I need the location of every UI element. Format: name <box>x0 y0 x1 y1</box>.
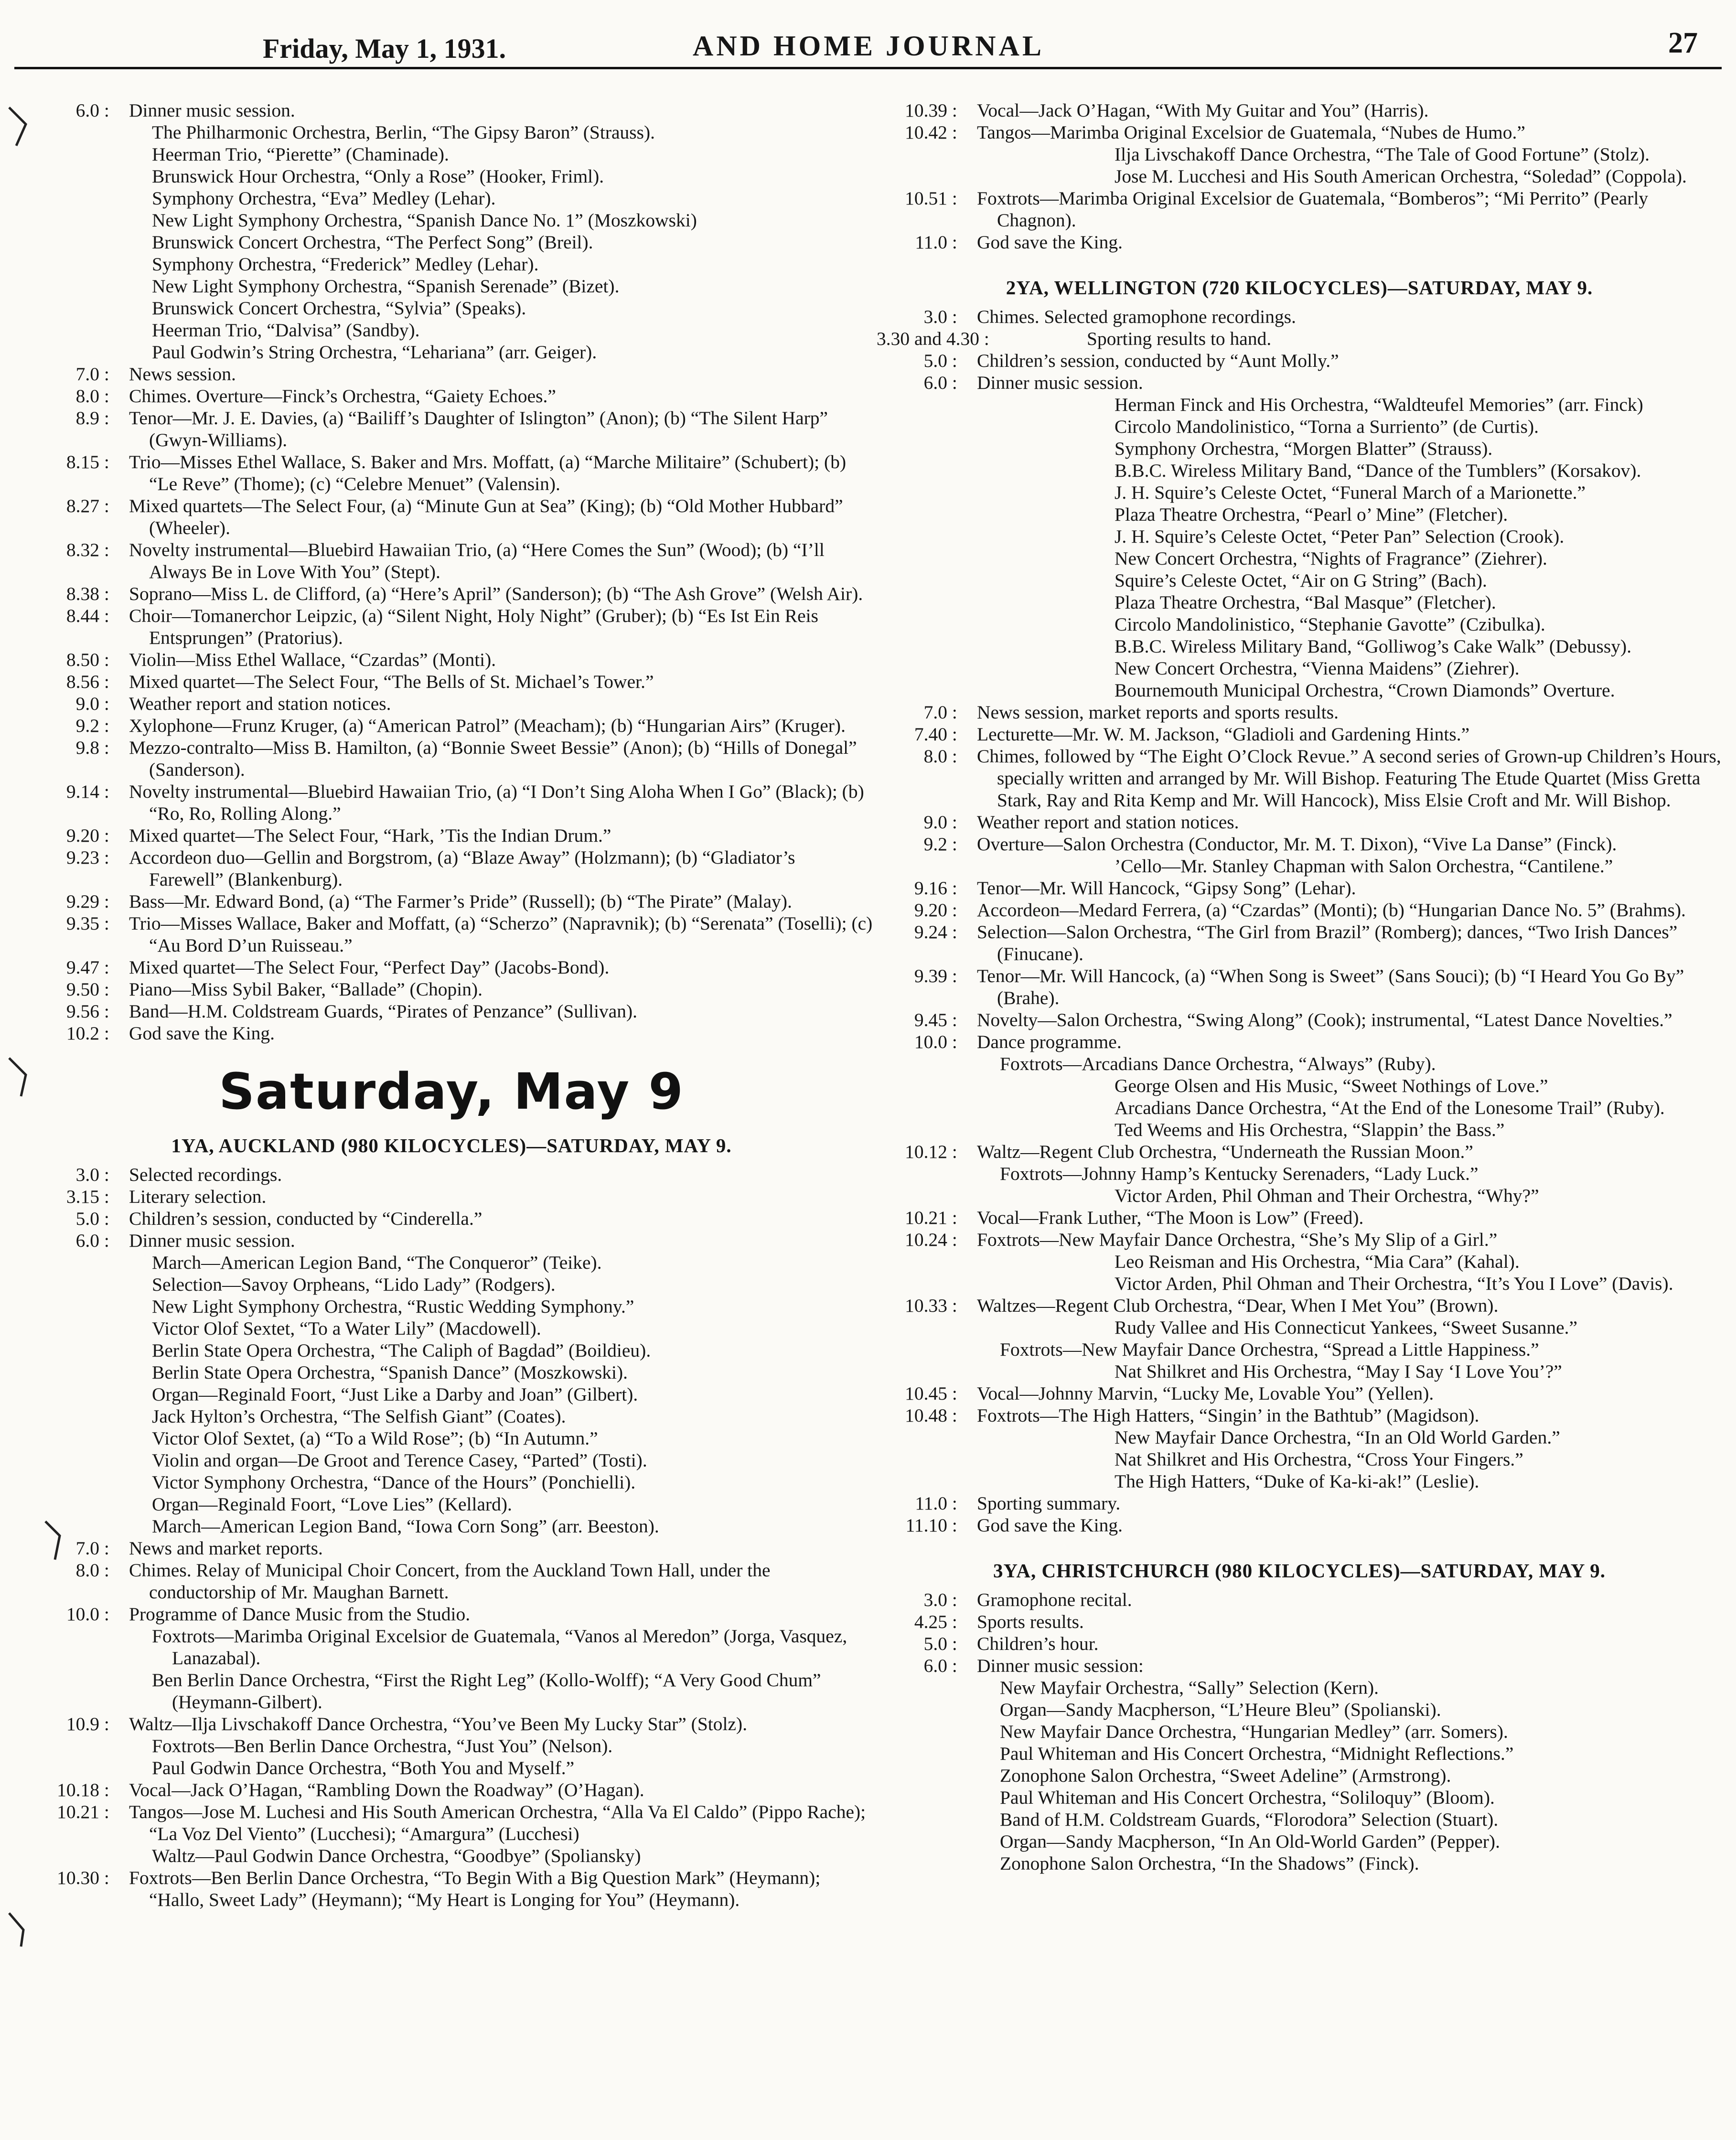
entry-line: The Philharmonic Orchestra, Berlin, “The Gipsy Baron” (Strauss). <box>152 122 655 143</box>
entry-time: 7.40 <box>914 724 947 745</box>
entry-line: Ben Berlin Dance Orchestra, “First the Right Leg” (Kollo-Wolff); “A Very Good Chum” (Heymann-Gilbert). <box>152 1669 821 1712</box>
entry-line: Tenor—Mr. J. E. Davies, (a) “Bailiff’s Daughter of Islington” (Anon); (b) “The Silent Harp” (Gwyn-Williams). <box>129 407 828 450</box>
entry-line: Paul Whiteman and His Concert Orchestra, “Soliloquy” (Bloom). <box>1000 1787 1495 1808</box>
day-title: Saturday, May 9 <box>219 1062 684 1121</box>
programme-entry: 9.20 : Accordeon—Medard Ferrera, (a) “Czardas” (Monti); (b) “Hungarian Dance No. 5” (Brahms). <box>877 899 1722 921</box>
entry-time: 9.35 <box>66 913 99 934</box>
entry-time: 9.2 <box>75 715 99 736</box>
left-column <box>29 99 874 1911</box>
entry-line: Weather report and station notices. <box>129 693 391 714</box>
programme-entry: 8.15 : Trio—Misses Ethel Wallace, S. Baker and Mrs. Moffatt, (a) “Marche Militaire” (Schubert); (b) “Le Reve” (Thome); (c) “Celebre Menuet” (Valensin). <box>29 451 874 495</box>
pencil-tick-mark <box>7 105 31 148</box>
entry-line: Mixed quartet—The Select Four, “The Bells of St. Michael’s Tower.” <box>129 671 654 692</box>
programme-entry: 9.20 : Mixed quartet—The Select Four, “Hark, ’Tis the Indian Drum.” <box>29 824 874 846</box>
auckland-continued-programme <box>877 99 1722 253</box>
entry-time: 11.0 <box>915 1493 947 1514</box>
entry-line: Vocal—Jack O’Hagan, “Rambling Down the Roadway” (O’Hagan). <box>129 1779 644 1800</box>
programme-entry: 8.0 : Chimes. Overture—Finck’s Orchestra, “Gaiety Echoes.” <box>29 385 874 407</box>
entry-time: 8.44 <box>66 605 99 626</box>
entry-line: Waltz—Paul Godwin Dance Orchestra, “Goodbye” (Spoliansky) <box>152 1845 641 1866</box>
entry-line: March—American Legion Band, “The Conqueror” (Teike). <box>152 1252 602 1273</box>
entry-line: News session, market reports and sports results. <box>977 702 1339 723</box>
right-column <box>877 99 1722 1874</box>
entry-time: 7.0 <box>923 702 947 723</box>
entry-line: Herman Finck and His Orchestra, “Waldteufel Memories” (arr. Finck) <box>1114 394 1643 415</box>
entry-time: 9.8 <box>75 737 99 758</box>
pencil-tick-mark <box>43 1519 67 1562</box>
entry-time: 9.20 <box>914 899 947 920</box>
entry-line: God save the King. <box>977 232 1123 253</box>
entry-line: Ted Weems and His Orchestra, “Slappin’ the Bass.” <box>1114 1119 1505 1140</box>
entry-line: Heerman Trio, “Pierette” (Chaminade). <box>152 144 449 165</box>
entry-time: 9.23 <box>66 847 99 868</box>
programme-entry: 5.0 : Children’s session, conducted by “Cinderella.” <box>29 1208 874 1230</box>
entry-line: Paul Whiteman and His Concert Orchestra, “Midnight Reflections.” <box>1000 1743 1514 1764</box>
programme-entry: 7.0 : News and market reports. <box>29 1537 874 1559</box>
entry-line: Programme of Dance Music from the Studio. <box>129 1604 471 1625</box>
entry-line: J. H. Squire’s Celeste Octet, “Peter Pan” Selection (Crook). <box>1114 526 1565 547</box>
entry-line: New Mayfair Dance Orchestra, “In an Old World Garden.” <box>1114 1427 1560 1448</box>
programme-entry: 3.15 : Literary selection. <box>29 1186 874 1208</box>
programme-entry: 10.21 : Vocal—Frank Luther, “The Moon is Low” (Freed). <box>877 1207 1722 1229</box>
entry-time: 9.39 <box>914 965 947 986</box>
entry-line: Literary selection. <box>129 1186 267 1207</box>
entry-line: Mixed quartets—The Select Four, (a) “Minute Gun at Sea” (King); (b) “Old Mother Hubbard” (Wheeler). <box>129 495 843 538</box>
entry-line: Waltz—Regent Club Orchestra, “Underneath the Russian Moon.” <box>977 1141 1473 1162</box>
programme-entry: 9.29 : Bass—Mr. Edward Bond, (a) “The Farmer’s Pride” (Russell); (b) “The Pirate” (Malay). <box>29 890 874 912</box>
entry-line: New Concert Orchestra, “Vienna Maidens” (Ziehrer). <box>1114 658 1520 679</box>
programme-entry: 8.38 : Soprano—Miss L. de Clifford, (a) “Here’s April” (Sanderson); (b) “The Ash Grove” (Welsh Air). <box>29 583 874 605</box>
journal-title: AND HOME JOURNAL <box>693 30 1044 62</box>
programme-entry: 10.0 : Programme of Dance Music from the Studio. Foxtrots—Marimba Original Excelsior de Guatemala, “Vanos al Meredon” (Jorga, Vasquez, Lanazabal). Ben Berlin Dance Orchestra, “First the Right Leg” (Kollo-Wolff); “A Very Good Chum” (Heymann-Gilbert). <box>29 1603 874 1713</box>
programme-entry: 10.18 : Vocal—Jack O’Hagan, “Rambling Down the Roadway” (O’Hagan). <box>29 1779 874 1801</box>
entry-time: 10.2 <box>66 1023 99 1044</box>
programme-entry: 9.0 : Weather report and station notices. <box>877 811 1722 833</box>
entry-line: Circolo Mandolinistico, “Torna a Surriento” (de Curtis). <box>1114 416 1539 437</box>
entry-line: Victor Olof Sextet, “To a Water Lily” (Macdowell). <box>152 1318 541 1339</box>
entry-line: Nat Shilkret and His Orchestra, “May I Say ‘I Love You’?” <box>1114 1361 1562 1382</box>
programme-entry: 8.32 : Novelty instrumental—Bluebird Hawaiian Trio, (a) “Here Comes the Sun” (Wood); (b) “I’ll Always Be in Love With You” (Stept). <box>29 539 874 583</box>
entry-time: 5.0 <box>923 350 947 371</box>
entry-line: Selected recordings. <box>129 1164 282 1185</box>
entry-time: 7.0 <box>75 1538 99 1559</box>
programme-entry: 3.0 : Chimes. Selected gramophone recordings. <box>877 306 1722 328</box>
entry-line: B.B.C. Wireless Military Band, “Golliwog’s Cake Walk” (Debussy). <box>1114 636 1632 657</box>
entry-time: 8.0 <box>75 1560 99 1581</box>
entry-time: 7.0 <box>75 364 99 385</box>
entry-time: 10.18 <box>57 1779 99 1800</box>
entry-time: 8.50 <box>66 649 99 670</box>
programme-entry: 9.39 : Tenor—Mr. Will Hancock, (a) “When Song is Sweet” (Sans Souci); (b) “I Heard You Go By” (Brahe). <box>877 965 1722 1009</box>
entry-line: Arcadians Dance Orchestra, “At the End of the Lonesome Trail” (Ruby). <box>1114 1097 1665 1118</box>
entry-line: Foxtrots—Ben Berlin Dance Orchestra, “Just You” (Nelson). <box>152 1735 613 1756</box>
entry-time: 6.0 <box>75 100 99 121</box>
programme-entry: 9.16 : Tenor—Mr. Will Hancock, “Gipsy Song” (Lehar). <box>877 877 1722 899</box>
entry-line: Foxtrots—The High Hatters, “Singin’ in the Bathtub” (Magidson). <box>977 1405 1479 1426</box>
programme-entry: 8.0 : Chimes, followed by “The Eight O’Clock Revue.” A second series of Grown-up Children’s Hours, specially written and arranged by Mr. Will Bishop. Featuring The Etude Quartet (Miss Gretta Stark, Ray and Rita Kemp and Mr. Will Hancock), Miss Elsie Croft and Mr. Will Bishop. <box>877 745 1722 811</box>
programme-entry: 10.33 : Waltzes—Regent Club Orchestra, “Dear, When I Met You” (Brown). Rudy Vallee and His Connecticut Yankees, “Sweet Susanne.” Foxtrots—New Mayfair Dance Orchestra, “Spread a Little Happiness.” Nat Shilkret and His Orchestra, “May I Say ‘I Love You’?” <box>877 1295 1722 1382</box>
entry-time: 3.0 <box>923 306 947 327</box>
programme-entry: 9.2 : Overture—Salon Orchestra (Conductor, Mr. M. T. Dixon), “Vive La Danse” (Finck). ’Cello—Mr. Stanley Chapman with Salon Orchestra, “Cantilene.” <box>877 833 1722 877</box>
programme-entry: 7.0 : News session, market reports and sports results. <box>877 701 1722 723</box>
entry-time: 9.20 <box>66 825 99 846</box>
entry-line: Foxtrots—Marimba Original Excelsior de Guatemala, “Bomberos”; “Mi Perrito” (Pearly Chagnon). <box>977 188 1649 231</box>
auckland-programme <box>29 1164 874 1911</box>
entry-line: Violin and organ—De Groot and Terence Casey, “Parted” (Tosti). <box>152 1450 647 1471</box>
entry-time: 10.30 <box>57 1867 99 1888</box>
entry-time: 8.38 <box>66 583 99 604</box>
entry-line: Nat Shilkret and His Orchestra, “Cross Your Fingers.” <box>1114 1449 1523 1470</box>
entry-time: 5.0 <box>923 1633 947 1654</box>
entry-line: Foxtrots—Johnny Hamp’s Kentucky Serenaders, “Lady Luck.” <box>1000 1163 1479 1184</box>
programme-entry: 3.0 : Gramophone recital. <box>877 1589 1722 1611</box>
entry-time: 10.12 <box>905 1141 947 1162</box>
entry-line: Accordeon—Medard Ferrera, (a) “Czardas” (Monti); (b) “Hungarian Dance No. 5” (Brahms). <box>977 899 1686 920</box>
entry-line: Novelty instrumental—Bluebird Hawaiian Trio, (a) “I Don’t Sing Aloha When I Go” (Black); (b) “Ro, Ro, Rolling Along.” <box>129 781 864 824</box>
entry-time: 9.29 <box>66 891 99 912</box>
entry-time: 6.0 <box>923 372 947 393</box>
entry-line: Vocal—Frank Luther, “The Moon is Low” (Freed). <box>977 1207 1364 1228</box>
entry-line: Foxtrots—New Mayfair Dance Orchestra, “Spread a Little Happiness.” <box>1000 1339 1539 1360</box>
entry-line: Tangos—Jose M. Luchesi and His South American Orchestra, “Alla Va El Caldo” (Pippo Rache); “La Voz Del Viento” (Lucchesi); “Amargura” (Lucchesi) <box>129 1801 866 1844</box>
entry-time: 9.47 <box>66 957 99 978</box>
entry-line: Novelty—Salon Orchestra, “Swing Along” (Cook); instrumental, “Latest Dance Novelties.” <box>977 1009 1672 1030</box>
entry-line: Bournemouth Municipal Orchestra, “Crown Diamonds” Overture. <box>1114 680 1615 701</box>
programme-entry: 8.27 : Mixed quartets—The Select Four, (a) “Minute Gun at Sea” (King); (b) “Old Mother Hubbard” (Wheeler). <box>29 495 874 539</box>
entry-time: 4.25 <box>914 1611 947 1632</box>
entry-line: Symphony Orchestra, “Frederick” Medley (Lehar). <box>152 254 539 275</box>
entry-time: 10.24 <box>905 1229 947 1250</box>
programme-entry: 9.47 : Mixed quartet—The Select Four, “Perfect Day” (Jacobs-Bond). <box>29 956 874 978</box>
entry-time: 10.42 <box>905 122 947 143</box>
entry-line: Zonophone Salon Orchestra, “Sweet Adeline” (Armstrong). <box>1000 1765 1451 1786</box>
entry-line: New Concert Orchestra, “Nights of Fragrance” (Ziehrer). <box>1114 548 1547 569</box>
entry-line: Sporting summary. <box>977 1493 1121 1514</box>
entry-time: 6.0 <box>75 1230 99 1251</box>
programme-entry: 9.45 : Novelty—Salon Orchestra, “Swing Along” (Cook); instrumental, “Latest Dance Novelties.” <box>877 1009 1722 1031</box>
entry-time: 10.21 <box>57 1801 99 1822</box>
programme-entry: 9.8 : Mezzo-contralto—Miss B. Hamilton, (a) “Bonnie Sweet Bessie” (Anon); (b) “Hills of Donegal” (Sanderson). <box>29 737 874 781</box>
entry-line: J. H. Squire’s Celeste Octet, “Funeral March of a Marionette.” <box>1114 482 1586 503</box>
wellington-programme <box>877 306 1722 1536</box>
entry-time: 10.0 <box>914 1031 947 1052</box>
programme-entry: 9.2 : Xylophone—Frunz Kruger, (a) “American Patrol” (Meacham); (b) “Hungarian Airs” (Kruger). <box>29 715 874 737</box>
entry-line: Tenor—Mr. Will Hancock, “Gipsy Song” (Lehar). <box>977 877 1356 899</box>
programme-entry: 10.39 : Vocal—Jack O’Hagan, “With My Guitar and You” (Harris). <box>877 99 1722 121</box>
entry-line: Zonophone Salon Orchestra, “In the Shadows” (Finck). <box>1000 1853 1419 1874</box>
programme-entry: 5.0 : Children’s session, conducted by “Aunt Molly.” <box>877 350 1722 372</box>
entry-line: Symphony Orchestra, “Morgen Blatter” (Strauss). <box>1114 438 1493 459</box>
programme-entry: 11.10 : God save the King. <box>877 1514 1722 1536</box>
entry-line: Victor Olof Sextet, (a) “To a Wild Rose”; (b) “In Autumn.” <box>152 1428 598 1449</box>
programme-entry: 11.0 : God save the King. <box>877 231 1722 253</box>
entry-line: Organ—Sandy Macpherson, “In An Old-World Garden” (Pepper). <box>1000 1831 1500 1852</box>
entry-time: 3.30 and 4.30 <box>877 328 980 349</box>
station-title-wellington: 2YA, WELLINGTON (720 KILOCYCLES)—SATURDAY, MAY 9. <box>1006 277 1593 299</box>
programme-entry: 9.56 : Band—H.M. Coldstream Guards, “Pirates of Penzance” (Sullivan). <box>29 1000 874 1022</box>
entry-line: Dinner music session. <box>129 100 295 121</box>
programme-entry: 10.51 : Foxtrots—Marimba Original Excelsior de Guatemala, “Bomberos”; “Mi Perrito” (Pearly Chagnon). <box>877 187 1722 231</box>
entry-line: Symphony Orchestra, “Eva” Medley (Lehar). <box>152 188 496 209</box>
programme-entry: 6.0 : Dinner music session. Herman Finck and His Orchestra, “Waldteufel Memories” (arr. Finck) Circolo Mandolinistico, “Torna a Surriento” (de Curtis). Symphony Orchestra, “Morgen Blatter” (Strauss). B.B.C. Wireless Military Band, “Dance of the Tumblers” (Korsakov). J. H. Squire’s Celeste Octet, “Funeral March of a Marionette.” Plaza Theatre Orchestra, “Pearl o’ Mine” (Fletcher). J. H. Squire’s Celeste Octet, “Peter Pan” Selection (Crook). New Concert Orchestra, “Nights of Fragrance” (Ziehrer). Squire’s Celeste Octet, “Air on G String” (Bach). Plaza Theatre Orchestra, “Bal Masque” (Fletcher). Circolo Mandolinistico, “Stephanie Gavotte” (Czibulka). B.B.C. Wireless Military Band, “Golliwog’s Cake Walk” (Debussy). New Concert Orchestra, “Vienna Maidens” (Ziehrer). Bournemouth Municipal Orchestra, “Crown Diamonds” Overture. <box>877 372 1722 701</box>
entry-line: Mezzo-contralto—Miss B. Hamilton, (a) “Bonnie Sweet Bessie” (Anon); (b) “Hills of Donegal” (Sanderson). <box>129 737 857 780</box>
entry-time: 10.33 <box>905 1295 947 1316</box>
entry-line: Trio—Misses Wallace, Baker and Moffatt, (a) “Scherzo” (Napravnik); (b) “Serenata” (Toselli); (c) “Au Bord D’un Ruisseau.” <box>129 913 873 956</box>
entry-line: Mixed quartet—The Select Four, “Perfect Day” (Jacobs-Bond). <box>129 957 610 978</box>
entry-line: Tenor—Mr. Will Hancock, (a) “When Song is Sweet” (Sans Souci); (b) “I Heard You Go By” (Brahe). <box>977 965 1684 1008</box>
entry-line: Soprano—Miss L. de Clifford, (a) “Here’s April” (Sanderson); (b) “The Ash Grove” (Welsh Air). <box>129 583 863 604</box>
programme-entry: 9.0 : Weather report and station notices. <box>29 693 874 715</box>
entry-line: Victor Arden, Phil Ohman and Their Orchestra, “It’s You I Love” (Davis). <box>1114 1273 1673 1294</box>
entry-line: Piano—Miss Sybil Baker, “Ballade” (Chopin). <box>129 979 483 1000</box>
entry-line: Tangos—Marimba Original Excelsior de Guatemala, “Nubes de Humo.” <box>977 122 1525 143</box>
entry-time: 8.0 <box>923 746 947 767</box>
entry-line: Selection—Salon Orchestra, “The Girl from Brazil” (Romberg); dances, “Two Irish Dances” (Finucane). <box>977 921 1678 964</box>
entry-line: ’Cello—Mr. Stanley Chapman with Salon Orchestra, “Cantilene.” <box>1114 856 1613 877</box>
programme-entry: 6.0 : Dinner music session: New Mayfair Orchestra, “Sally” Selection (Kern). Organ—Sandy Macpherson, “L’Heure Bleu” (Spolianski). New Mayfair Dance Orchestra, “Hungarian Medley” (arr. Somers). Paul Whiteman and His Concert Orchestra, “Midnight Reflections.” Zonophone Salon Orchestra, “Sweet Adeline” (Armstrong). Paul Whiteman and His Concert Orchestra, “Soliloquy” (Bloom). Band of H.M. Coldstream Guards, “Florodora” Selection (Stuart). Organ—Sandy Macpherson, “In An Old-World Garden” (Pepper). Zonophone Salon Orchestra, “In the Shadows” (Finck). <box>877 1655 1722 1874</box>
programme-entry: 11.0 : Sporting summary. <box>877 1492 1722 1514</box>
entry-time: 8.0 <box>75 385 99 407</box>
entry-line: News and market reports. <box>129 1538 323 1559</box>
programme-entry: 10.21 : Tangos—Jose M. Luchesi and His South American Orchestra, “Alla Va El Caldo” (Pippo Rache); “La Voz Del Viento” (Lucchesi); “Amargura” (Lucchesi) Waltz—Paul Godwin Dance Orchestra, “Goodbye” (Spoliansky) <box>29 1801 874 1867</box>
entry-line: Paul Godwin’s String Orchestra, “Lehariana” (arr. Geiger). <box>152 342 597 363</box>
entry-time: 8.32 <box>66 539 99 560</box>
programme-entry: 10.0 : Dance programme. Foxtrots—Arcadians Dance Orchestra, “Always” (Ruby). George Olsen and His Music, “Sweet Nothings of Love.” Arcadians Dance Orchestra, “At the End of the Lonesome Trail” (Ruby). Ted Weems and His Orchestra, “Slappin’ the Bass.” <box>877 1031 1722 1141</box>
entry-line: Foxtrots—Marimba Original Excelsior de Guatemala, “Vanos al Meredon” (Jorga, Vasquez, Lanazabal). <box>152 1626 847 1669</box>
entry-line: Organ—Sandy Macpherson, “L’Heure Bleu” (Spolianski). <box>1000 1699 1441 1720</box>
entry-time: 3.0 <box>75 1164 99 1185</box>
entry-line: Heerman Trio, “Dalvisa” (Sandby). <box>152 320 420 341</box>
entry-line: Band—H.M. Coldstream Guards, “Pirates of Penzance” (Sullivan). <box>129 1001 638 1022</box>
entry-line: Chimes. Relay of Municipal Choir Concert, from the Auckland Town Hall, under the conductorship of Mr. Maughan Barnett. <box>129 1560 771 1603</box>
entry-line: Jack Hylton’s Orchestra, “The Selfish Giant” (Coates). <box>152 1406 566 1427</box>
programme-entry: 10.30 : Foxtrots—Ben Berlin Dance Orchestra, “To Begin With a Big Question Mark” (Heymann); “Hallo, Sweet Lady” (Heymann); “My Heart is Longing for You” (Heymann). <box>29 1867 874 1911</box>
entry-line: Dinner music session. <box>129 1230 295 1251</box>
programme-entry: 9.24 : Selection—Salon Orchestra, “The Girl from Brazil” (Romberg); dances, “Two Irish Dances” (Finucane). <box>877 921 1722 965</box>
entry-time: 6.0 <box>923 1655 947 1676</box>
entry-line: New Mayfair Orchestra, “Sally” Selection (Kern). <box>1000 1677 1379 1698</box>
entry-line: Plaza Theatre Orchestra, “Bal Masque” (Fletcher). <box>1114 592 1496 613</box>
entry-line: Mixed quartet—The Select Four, “Hark, ’Tis the Indian Drum.” <box>129 825 611 846</box>
entry-time: 9.50 <box>66 979 99 1000</box>
entry-line: Circolo Mandolinistico, “Stephanie Gavotte” (Czibulka). <box>1114 614 1545 635</box>
programme-entry: 8.44 : Choir—Tomanerchor Leipzic, (a) “Silent Night, Holy Night” (Gruber); (b) “Es Ist Ein Reis Entsprungen” (Pratorius). <box>29 605 874 649</box>
entry-time: 10.51 <box>905 188 947 209</box>
entry-time: 11.0 <box>915 232 947 253</box>
entry-line: Dinner music session: <box>977 1655 1144 1676</box>
programme-entry: 10.42 : Tangos—Marimba Original Excelsior de Guatemala, “Nubes de Humo.” Ilja Livschakoff Dance Orchestra, “The Tale of Good Fortune” (Stolz). Jose M. Lucchesi and His South American Orchestra, “Soledad” (Coppola). <box>877 121 1722 187</box>
entry-line: Children’s hour. <box>977 1633 1099 1654</box>
entry-line: Waltzes—Regent Club Orchestra, “Dear, When I Met You” (Brown). <box>977 1295 1499 1316</box>
entry-line: Choir—Tomanerchor Leipzic, (a) “Silent Night, Holy Night” (Gruber); (b) “Es Ist Ein Reis Entsprungen” (Pratorius). <box>129 605 818 648</box>
entry-line: God save the King. <box>977 1515 1123 1536</box>
programme-entry: 10.12 : Waltz—Regent Club Orchestra, “Underneath the Russian Moon.” Foxtrots—Johnny Hamp’s Kentucky Serenaders, “Lady Luck.” Victor Arden, Phil Ohman and Their Orchestra, “Why?” <box>877 1141 1722 1207</box>
entry-line: New Light Symphony Orchestra, “Spanish Dance No. 1” (Moszkowski) <box>152 210 697 231</box>
entry-line: Berlin State Opera Orchestra, “The Caliph of Bagdad” (Boildieu). <box>152 1340 651 1361</box>
programme-entry: 5.0 : Children’s hour. <box>877 1633 1722 1655</box>
entry-line: New Light Symphony Orchestra, “Rustic Wedding Symphony.” <box>152 1296 634 1317</box>
entry-line: Waltz—Ilja Livschakoff Dance Orchestra, “You’ve Been My Lucky Star” (Stolz). <box>129 1713 748 1734</box>
entry-line: Berlin State Opera Orchestra, “Spanish Dance” (Moszkowski). <box>152 1362 628 1383</box>
entry-line: Children’s session, conducted by “Cinderella.” <box>129 1208 482 1229</box>
station-title-auckland: 1YA, AUCKLAND (980 KILOCYCLES)—SATURDAY, MAY 9. <box>171 1134 732 1156</box>
programme-entry: 10.2 : God save the King. <box>29 1022 874 1044</box>
programme-entry: 10.48 : Foxtrots—The High Hatters, “Singin’ in the Bathtub” (Magidson). New Mayfair Dance Orchestra, “In an Old World Garden.” Nat Shilkret and His Orchestra, “Cross Your Fingers.” The High Hatters, “Duke of Ka-ki-ak!” (Leslie). <box>877 1404 1722 1492</box>
entry-line: Weather report and station notices. <box>977 812 1239 833</box>
entry-line: Trio—Misses Ethel Wallace, S. Baker and Mrs. Moffatt, (a) “Marche Militaire” (Schubert); (b) “Le Reve” (Thome); (c) “Celebre Menuet” (Valensin). <box>129 451 847 494</box>
entry-line: Dance programme. <box>977 1031 1122 1052</box>
entry-line: Gramophone recital. <box>977 1589 1132 1610</box>
entry-time: 9.45 <box>914 1009 947 1030</box>
programme-entry: 8.56 : Mixed quartet—The Select Four, “The Bells of St. Michael’s Tower.” <box>29 671 874 693</box>
entry-line: Ilja Livschakoff Dance Orchestra, “The Tale of Good Fortune” (Stolz). <box>1114 144 1650 165</box>
entry-line: Chimes. Overture—Finck’s Orchestra, “Gaiety Echoes.” <box>129 385 556 407</box>
entry-line: Vocal—Jack O’Hagan, “With My Guitar and You” (Harris). <box>977 100 1429 121</box>
entry-line: Xylophone—Frunz Kruger, (a) “American Patrol” (Meacham); (b) “Hungarian Airs” (Kruger). <box>129 715 846 736</box>
entry-line: Victor Symphony Orchestra, “Dance of the Hours” (Ponchielli). <box>152 1472 636 1493</box>
entry-time: 3.0 <box>923 1589 947 1610</box>
entry-time: 8.9 <box>75 407 99 428</box>
friday-programme <box>29 99 874 1044</box>
station-title-christchurch: 3YA, CHRISTCHURCH (980 KILOCYCLES)—SATURDAY, MAY 9. <box>993 1560 1606 1582</box>
entry-line: Bass—Mr. Edward Bond, (a) “The Farmer’s Pride” (Russell); (b) “The Pirate” (Malay). <box>129 891 792 912</box>
page-header <box>14 19 1722 69</box>
entry-line: Selection—Savoy Orpheans, “Lido Lady” (Rodgers). <box>152 1274 556 1295</box>
entry-time: 10.48 <box>905 1405 947 1426</box>
entry-line: Chimes, followed by “The Eight O’Clock Revue.” A second series of Grown-up Children’s Hours, specially written and arranged by Mr. Will Bishop. Featuring The Etude Quartet (Miss Gretta Stark, Ray and Rita Kemp and Mr. Will Hancock), Miss Elsie Croft and Mr. Will Bishop. <box>977 746 1721 811</box>
entry-line: God save the King. <box>129 1023 275 1044</box>
entry-line: Sports results. <box>977 1611 1084 1632</box>
entry-line: Children’s session, conducted by “Aunt Molly.” <box>977 350 1339 371</box>
entry-line: Jose M. Lucchesi and His South American Orchestra, “Soledad” (Coppola). <box>1114 166 1687 187</box>
entry-time: 8.56 <box>66 671 99 692</box>
entry-time: 10.9 <box>66 1713 99 1734</box>
programme-entry: 10.24 : Foxtrots—New Mayfair Dance Orchestra, “She’s My Slip of a Girl.” Leo Reisman and His Orchestra, “Mia Cara” (Kahal). Victor Arden, Phil Ohman and Their Orchestra, “It’s You I Love” (Davis). <box>877 1229 1722 1295</box>
entry-line: Foxtrots—Ben Berlin Dance Orchestra, “To Begin With a Big Question Mark” (Heymann); “Hallo, Sweet Lady” (Heymann); “My Heart is Longing for You” (Heymann). <box>129 1867 821 1910</box>
entry-line: Foxtrots—New Mayfair Dance Orchestra, “She’s My Slip of a Girl.” <box>977 1229 1498 1250</box>
entry-time: 9.16 <box>914 877 947 899</box>
programme-entry: 8.50 : Violin—Miss Ethel Wallace, “Czardas” (Monti). <box>29 649 874 671</box>
entry-line: Band of H.M. Coldstream Guards, “Florodora” Selection (Stuart). <box>1000 1809 1499 1830</box>
entry-time: 9.24 <box>914 921 947 942</box>
entry-time: 8.15 <box>66 451 99 472</box>
entry-line: Brunswick Hour Orchestra, “Only a Rose” (Hooker, Friml). <box>152 166 604 187</box>
programme-entry: 10.45 : Vocal—Johnny Marvin, “Lucky Me, Lovable You” (Yellen). <box>877 1382 1722 1404</box>
entry-time: 10.21 <box>905 1207 947 1228</box>
programme-entry: 9.50 : Piano—Miss Sybil Baker, “Ballade” (Chopin). <box>29 978 874 1000</box>
entry-line: Victor Arden, Phil Ohman and Their Orchestra, “Why?” <box>1114 1185 1539 1206</box>
programme-entry: 10.9 : Waltz—Ilja Livschakoff Dance Orchestra, “You’ve Been My Lucky Star” (Stolz). Foxtrots—Ben Berlin Dance Orchestra, “Just You” (Nelson). Paul Godwin Dance Orchestra, “Both You and Myself.” <box>29 1713 874 1779</box>
pencil-tick-mark <box>7 1911 31 1949</box>
programme-entry: 9.35 : Trio—Misses Wallace, Baker and Moffatt, (a) “Scherzo” (Napravnik); (b) “Serenata” (Toselli); (c) “Au Bord D’un Ruisseau.” <box>29 912 874 956</box>
programme-entry: 6.0 : Dinner music session. The Philharmonic Orchestra, Berlin, “The Gipsy Baron” (Strauss). Heerman Trio, “Pierette” (Chaminade). Brunswick Hour Orchestra, “Only a Rose” (Hooker, Friml). Symphony Orchestra, “Eva” Medley (Lehar). New Light Symphony Orchestra, “Spanish Dance No. 1” (Moszkowski) Brunswick Concert Orchestra, “The Perfect Song” (Breil). Symphony Orchestra, “Frederick” Medley (Lehar). New Light Symphony Orchestra, “Spanish Serenade” (Bizet). Brunswick Concert Orchestra, “Sylvia” (Speaks). Heerman Trio, “Dalvisa” (Sandby). Paul Godwin’s String Orchestra, “Lehariana” (arr. Geiger). <box>29 99 874 363</box>
entry-time: 10.45 <box>905 1383 947 1404</box>
programme-entry: 9.23 : Accordeon duo—Gellin and Borgstrom, (a) “Blaze Away” (Holzmann); (b) “Gladiator’s Farewell” (Blankenburg). <box>29 846 874 890</box>
entry-line: Sporting results to hand. <box>1087 328 1272 349</box>
entry-time: 8.27 <box>66 495 99 516</box>
issue-date: Friday, May 1, 1931. <box>263 33 506 64</box>
programme-entry: 3.30 and 4.30 : Sporting results to hand. <box>877 328 1722 350</box>
entry-time: 9.0 <box>923 812 947 833</box>
entry-time: 10.39 <box>905 100 947 121</box>
entry-line: New Mayfair Dance Orchestra, “Hungarian Medley” (arr. Somers). <box>1000 1721 1508 1742</box>
entry-time: 9.14 <box>66 781 99 802</box>
programme-entry: 3.0 : Selected recordings. <box>29 1164 874 1186</box>
christchurch-programme <box>877 1589 1722 1874</box>
entry-time: 10.0 <box>66 1604 99 1625</box>
programme-entry: 4.25 : Sports results. <box>877 1611 1722 1633</box>
entry-line: March—American Legion Band, “Iowa Corn Song” (arr. Beeston). <box>152 1516 659 1537</box>
entry-line: News session. <box>129 364 236 385</box>
programme-entry: 9.14 : Novelty instrumental—Bluebird Hawaiian Trio, (a) “I Don’t Sing Aloha When I Go” (Black); (b) “Ro, Ro, Rolling Along.” <box>29 781 874 824</box>
entry-line: Plaza Theatre Orchestra, “Pearl o’ Mine” (Fletcher). <box>1114 504 1508 525</box>
entry-line: Organ—Reginald Foort, “Love Lies” (Kellard). <box>152 1494 512 1515</box>
entry-line: Brunswick Concert Orchestra, “Sylvia” (Speaks). <box>152 298 526 319</box>
entry-line: Novelty instrumental—Bluebird Hawaiian Trio, (a) “Here Comes the Sun” (Wood); (b) “I’ll Always Be in Love With You” (Stept). <box>129 539 825 582</box>
entry-line: B.B.C. Wireless Military Band, “Dance of the Tumblers” (Korsakov). <box>1114 460 1641 481</box>
entry-line: Paul Godwin Dance Orchestra, “Both You and Myself.” <box>152 1757 575 1778</box>
entry-line: George Olsen and His Music, “Sweet Nothings of Love.” <box>1114 1075 1548 1096</box>
entry-time: 9.0 <box>75 693 99 714</box>
entry-line: Squire’s Celeste Octet, “Air on G String” (Bach). <box>1114 570 1487 591</box>
entry-line: Vocal—Johnny Marvin, “Lucky Me, Lovable You” (Yellen). <box>977 1383 1434 1404</box>
entry-line: Violin—Miss Ethel Wallace, “Czardas” (Monti). <box>129 649 496 670</box>
entry-time: 9.2 <box>923 834 947 855</box>
entry-line: Organ—Reginald Foort, “Just Like a Darby and Joan” (Gilbert). <box>152 1384 638 1405</box>
entry-time: 11.10 <box>905 1515 947 1536</box>
entry-line: Dinner music session. <box>977 372 1143 393</box>
entry-line: Brunswick Concert Orchestra, “The Perfect Song” (Breil). <box>152 232 593 253</box>
entry-time: 5.0 <box>75 1208 99 1229</box>
pencil-tick-mark <box>7 1056 31 1099</box>
programme-entry: 7.40 : Lecturette—Mr. W. M. Jackson, “Gladioli and Gardening Hints.” <box>877 723 1722 745</box>
entry-line: Foxtrots—Arcadians Dance Orchestra, “Always” (Ruby). <box>1000 1053 1436 1074</box>
programme-entry: 7.0 : News session. <box>29 363 874 385</box>
entry-line: Chimes. Selected gramophone recordings. <box>977 306 1297 327</box>
programme-entry: 8.0 : Chimes. Relay of Municipal Choir Concert, from the Auckland Town Hall, under the conductorship of Mr. Maughan Barnett. <box>29 1559 874 1603</box>
entry-line: Leo Reisman and His Orchestra, “Mia Cara” (Kahal). <box>1114 1251 1520 1272</box>
entry-line: New Light Symphony Orchestra, “Spanish Serenade” (Bizet). <box>152 276 620 297</box>
entry-line: Rudy Vallee and His Connecticut Yankees, “Sweet Susanne.” <box>1114 1317 1578 1338</box>
programme-entry: 6.0 : Dinner music session. March—American Legion Band, “The Conqueror” (Teike). Selection—Savoy Orpheans, “Lido Lady” (Rodgers). New Light Symphony Orchestra, “Rustic Wedding Symphony.” Victor Olof Sextet, “To a Water Lily” (Macdowell). Berlin State Opera Orchestra, “The Caliph of Bagdad” (Boildieu). Berlin State Opera Orchestra, “Spanish Dance” (Moszkowski). Organ—Reginald Foort, “Just Like a Darby and Joan” (Gilbert). Jack Hylton’s Orchestra, “The Selfish Giant” (Coates). Victor Olof Sextet, (a) “To a Wild Rose”; (b) “In Autumn.” Violin and organ—De Groot and Terence Casey, “Parted” (Tosti). Victor Symphony Orchestra, “Dance of the Hours” (Ponchielli). Organ—Reginald Foort, “Love Lies” (Kellard). March—American Legion Band, “Iowa Corn Song” (arr. Beeston). <box>29 1230 874 1537</box>
entry-line: Accordeon duo—Gellin and Borgstrom, (a) “Blaze Away” (Holzmann); (b) “Gladiator’s Farewell” (Blankenburg). <box>129 847 795 890</box>
page-number: 27 <box>1668 27 1698 59</box>
entry-line: Lecturette—Mr. W. M. Jackson, “Gladioli and Gardening Hints.” <box>977 724 1470 745</box>
entry-line: Overture—Salon Orchestra (Conductor, Mr. M. T. Dixon), “Vive La Danse” (Finck). <box>977 834 1617 855</box>
entry-time: 9.56 <box>66 1001 99 1022</box>
entry-time: 3.15 <box>66 1186 99 1207</box>
entry-line: The High Hatters, “Duke of Ka-ki-ak!” (Leslie). <box>1114 1471 1479 1492</box>
programme-entry: 8.9 : Tenor—Mr. J. E. Davies, (a) “Bailiff’s Daughter of Islington” (Anon); (b) “The Silent Harp” (Gwyn-Williams). <box>29 407 874 451</box>
